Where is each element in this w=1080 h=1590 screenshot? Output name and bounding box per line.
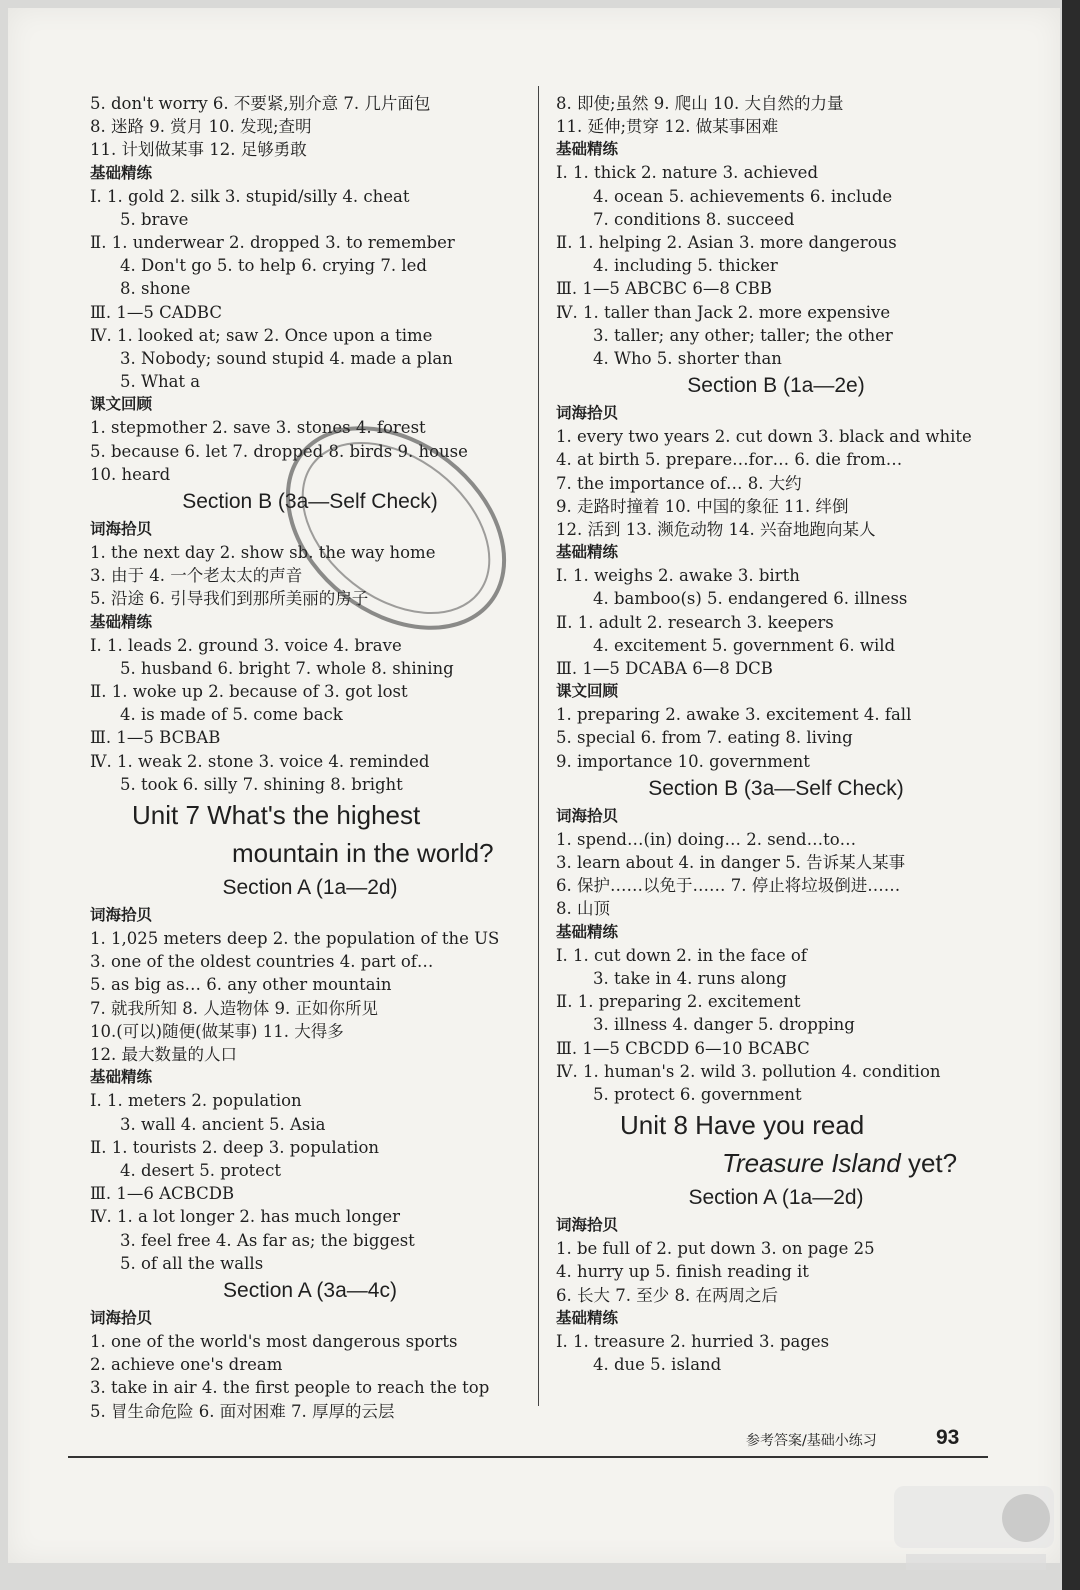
answer-line: 9. 走路时撞着 10. 中国的象征 11. 绊倒 [556,496,849,516]
answer-line: 4. including 5. thicker [593,256,778,276]
answer-line: 4. is made of 5. come back [120,705,343,725]
subsection-heading: 词海拾贝 [90,906,153,925]
answer-line: 7. the importance of… 8. 大约 [556,473,802,493]
answer-line: Ⅲ. 1—5 ABCBC 6—8 CBB [556,279,773,299]
subsection-heading: 词海拾贝 [90,1308,153,1327]
answer-line: Ⅰ. 1. cut down 2. in the face of [556,945,807,965]
subsection-heading: 课文回顾 [90,395,153,414]
answer-line: 8. 即使;虽然 9. 爬山 10. 大自然的力量 [556,94,844,113]
subsection-heading: 基础精练 [556,543,619,562]
answer-line: 5. husband 6. bright 7. whole 8. shining [120,658,454,678]
answer-line: 12. 最大数量的人口 [90,1045,237,1065]
section-title: Section B (3a—Self Check) [648,776,904,800]
answer-line: Ⅰ. 1. thick 2. nature 3. achieved [556,163,819,183]
answer-line: Ⅱ. 1. underwear 2. dropped 3. to remember [90,233,455,253]
unit-title-line2 [556,1144,996,1182]
answer-line: 1. one of the world's most dangerous sports [90,1331,458,1351]
page-number: 93 [936,1426,960,1449]
answer-line: 1. be full of 2. put down 3. on page 25 [556,1239,875,1259]
unit-title: Unit 8 Have you read [620,1110,865,1141]
answer-line: 9. importance 10. government [556,751,810,771]
answer-line: Ⅰ. 1. gold 2. silk 3. stupid/silly 4. cheat [90,186,410,206]
answer-line: 6. 保护……以免于…… 7. 停止将垃圾倒进…… [556,876,901,896]
subsection-heading: 课文回顾 [556,682,619,701]
answer-line: Ⅱ. 1. adult 2. research 3. keepers [556,612,834,632]
answer-line: 3. one of the oldest countries 4. part of… [90,952,434,972]
answer-line: 10. heard [90,464,171,484]
answer-line: Ⅱ. 1. tourists 2. deep 3. population [90,1137,379,1157]
unit-title: Unit 7 What's the highest [132,800,421,831]
answer-line: 5. as big as… 6. any other mountain [90,975,392,995]
footer-rule [68,1456,988,1458]
answer-line: Ⅲ. 1—5 DCABA 6—8 DCB [556,659,773,679]
answer-line: 10.(可以)随便(做某事) 11. 大得多 [90,1021,344,1041]
answer-line: 4. Don't go 5. to help 6. crying 7. led [120,256,427,276]
section-title: Section B (1a—2e) [687,374,865,398]
answer-line: 4. bamboo(s) 5. endangered 6. illness [593,589,908,609]
answer-line: Ⅳ. 1. looked at; saw 2. Once upon a time [90,325,433,345]
answer-line: 7. 就我所知 8. 人造物体 9. 正如你所见 [90,998,378,1018]
answer-line: Ⅲ. 1—5 CBCDD 6—10 BCABC [556,1038,810,1058]
answer-line: 5. protect 6. government [593,1084,802,1104]
answer-line: 3. feel free 4. As far as; the biggest [120,1230,415,1250]
subsection-heading: 词海拾贝 [556,404,619,423]
answer-line: 3. taller; any other; taller; the other [593,325,893,345]
site-watermark [886,1476,1066,1576]
answer-line: 11. 延伸;贯穿 12. 做某事困难 [556,117,779,137]
answer-line: 8. 山顶 [556,899,610,919]
unit-title-line2: mountain in the world? [232,838,494,869]
footer-label: 参考答案/基础小练习 [746,1433,877,1449]
book-title: Treasure Island [722,1148,901,1179]
scan-edge [1062,0,1080,1590]
answer-line: 7. conditions 8. succeed [593,209,795,229]
left-column [90,92,530,1423]
answer-line: Ⅱ. 1. preparing 2. excitement [556,992,801,1012]
answer-line: 4. ocean 5. achievements 6. include [593,186,893,206]
subsection-heading: 基础精练 [90,612,153,631]
answer-page [8,8,1060,1563]
subsection-heading: 基础精练 [556,1308,619,1327]
answer-line: 3. learn about 4. in danger 5. 告诉某人某事 [556,853,906,873]
answer-line: Ⅳ. 1. a lot longer 2. has much longer [90,1207,401,1227]
answer-line: 5. took 6. silly 7. shining 8. bright [120,774,403,794]
subsection-heading: 词海拾贝 [556,806,619,825]
answer-line: 5. brave [120,209,189,229]
answer-line: Ⅳ. 1. taller than Jack 2. more expensive [556,302,891,322]
answer-line: Ⅰ. 1. meters 2. population [90,1091,302,1111]
answer-line: 3. Nobody; sound stupid 4. made a plan [120,349,453,369]
answer-line: 5. because 6. let 7. dropped 8. birds 9. house [90,441,468,461]
answer-line: 5. 冒生命危险 6. 面对困难 7. 厚厚的云层 [90,1401,395,1421]
answer-line: 4. desert 5. protect [120,1160,281,1180]
answer-line: 1. preparing 2. awake 3. excitement 4. fall [556,705,912,725]
answer-line: 8. shone [120,279,191,299]
answer-line: 5. 沿途 6. 引导我们到那所美丽的房子 [90,589,369,609]
subsection-heading: 词海拾贝 [556,1216,619,1235]
answer-line: 3. take in air 4. the first people to reach the top [90,1378,490,1398]
answer-line: 11. 计划做某事 12. 足够勇敢 [90,140,307,160]
answer-line: Ⅳ. 1. human's 2. wild 3. pollution 4. condition [556,1061,941,1081]
subsection-heading: 词海拾贝 [90,520,153,539]
answer-line: 1. spend…(in) doing… 2. send…to… [556,829,857,849]
answer-line: Ⅰ. 1. leads 2. ground 3. voice 4. brave [90,635,402,655]
section-title: Section B (3a—Self Check) [182,490,438,514]
answer-line: Ⅱ. 1. helping 2. Asian 3. more dangerous [556,233,897,253]
answer-line: 5. of all the walls [120,1253,264,1273]
answer-line: 12. 活到 13. 濒危动物 14. 兴奋地跑向某人 [556,520,876,540]
answer-line: 1. 1,025 meters deep 2. the population of the US [90,929,500,949]
section-title: Section A (1a—2d) [688,1186,864,1210]
subsection-heading: 基础精练 [556,922,619,941]
answer-line: 2. achieve one's dream [90,1355,283,1375]
answer-line: 8. 迷路 9. 赏月 10. 发现;查明 [90,117,312,137]
answer-line: Ⅲ. 1—5 BCBAB [90,728,221,748]
answer-line: 3. illness 4. danger 5. dropping [593,1015,855,1035]
answer-line: 4. Who 5. shorter than [593,349,782,369]
answer-line: Ⅰ. 1. treasure 2. hurried 3. pages [556,1331,830,1351]
school-stamp [246,403,546,653]
answer-line: 5. special 6. from 7. eating 8. living [556,728,853,748]
answer-line: 3. take in 4. runs along [593,968,787,988]
answer-line: 1. every two years 2. cut down 3. black and white [556,427,972,447]
column-divider [538,86,539,1406]
answer-line: 6. 长大 7. 至少 8. 在两周之后 [556,1285,778,1305]
unit-title-tail: yet? [900,1148,958,1179]
answer-line: Ⅲ. 1—6 ACBCDB [90,1184,235,1204]
subsection-heading: 基础精练 [90,163,153,182]
answer-line: Ⅰ. 1. weighs 2. awake 3. birth [556,566,800,586]
answer-line: Ⅱ. 1. woke up 2. because of 3. got lost [90,682,408,702]
subsection-heading: 基础精练 [90,1068,153,1087]
answer-line: 3. 由于 4. 一个老太太的声音 [90,566,303,586]
answer-line: 4. at birth 5. prepare…for… 6. die from… [556,450,903,470]
answer-line: 4. due 5. island [593,1354,722,1374]
answer-line: 5. don't worry 6. 不要紧,别介意 7. 几片面包 [90,94,431,113]
answer-line: 1. stepmother 2. save 3. stones 4. forest [90,418,426,438]
answer-line: 1. the next day 2. show sb. the way home [90,543,436,563]
section-title: Section A (3a—4c) [223,1278,397,1302]
subsection-heading: 基础精练 [556,140,619,159]
answer-line: 4. hurry up 5. finish reading it [556,1262,809,1282]
right-column [556,92,996,1376]
answer-line: 4. excitement 5. government 6. wild [593,635,896,655]
answer-line: Ⅳ. 1. weak 2. stone 3. voice 4. reminded [90,751,430,771]
answer-line: 5. What a [120,372,201,392]
answer-line: 3. wall 4. ancient 5. Asia [120,1114,326,1134]
section-title: Section A (1a—2d) [222,876,398,900]
answer-line: Ⅲ. 1—5 CADBC [90,302,222,322]
